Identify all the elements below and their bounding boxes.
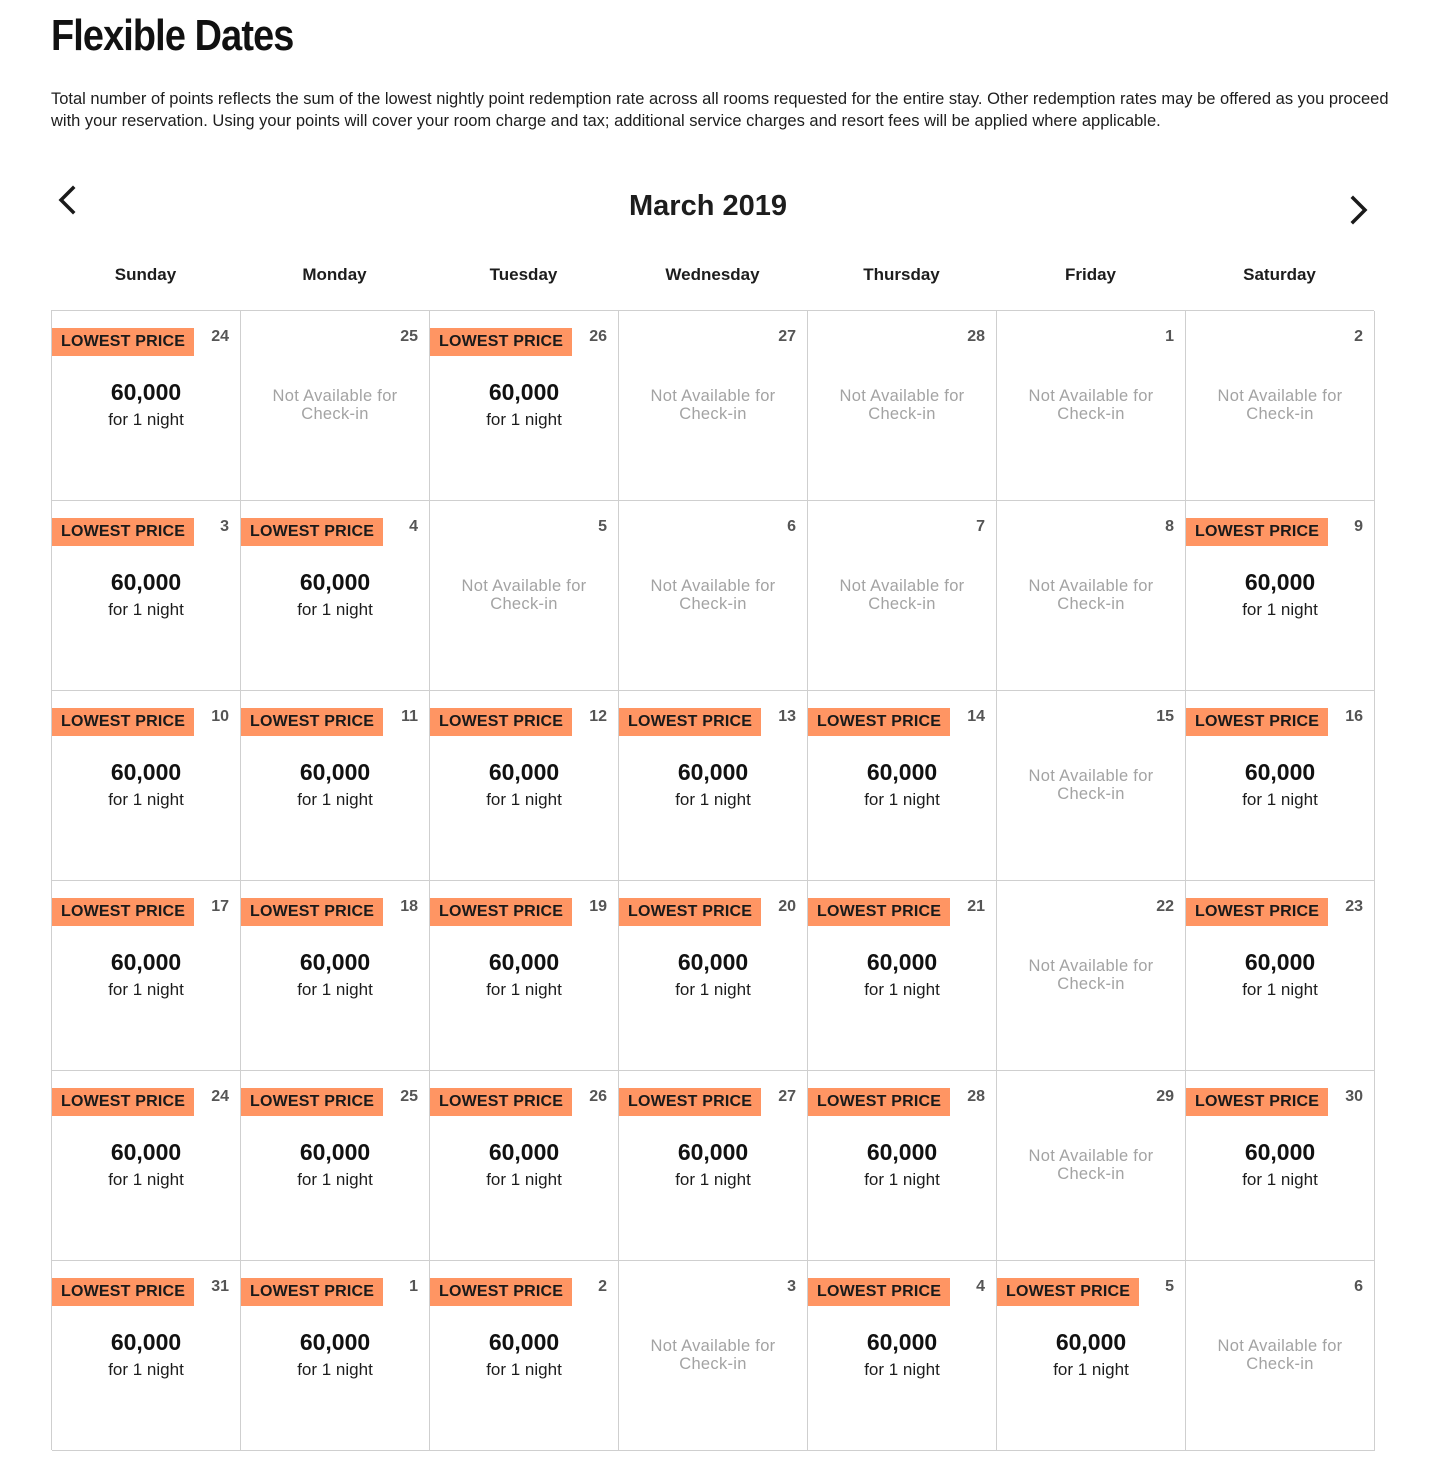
- points-price: 60,000: [1244, 1139, 1316, 1165]
- not-available-label: Not Available for Check-in: [1028, 577, 1154, 613]
- day-number: 28: [967, 328, 985, 345]
- lowest-price-badge: LOWEST PRICE: [241, 518, 383, 546]
- calendar-day-unavailable: [997, 691, 1186, 881]
- calendar-day-available[interactable]: [1186, 691, 1375, 881]
- not-available-label: Not Available for Check-in: [839, 387, 965, 423]
- calendar-day-available[interactable]: [808, 881, 997, 1071]
- calendar-day-unavailable: [1186, 1261, 1375, 1451]
- weekday-monday: Monday: [302, 265, 367, 284]
- calendar-day-available[interactable]: [430, 691, 619, 881]
- calendar-day-unavailable: [997, 501, 1186, 691]
- lowest-price-badge: LOWEST PRICE: [52, 898, 194, 926]
- points-price: 60,000: [299, 1139, 371, 1165]
- points-price: 60,000: [488, 1329, 560, 1355]
- not-available-label: Not Available for Check-in: [1028, 767, 1154, 803]
- lowest-price-badge: LOWEST PRICE: [52, 518, 194, 546]
- not-available-label: Not Available for Check-in: [839, 577, 965, 613]
- nights-label: for 1 night: [675, 1170, 751, 1189]
- calendar-day-unavailable: [808, 311, 997, 501]
- day-number: 4: [409, 518, 418, 535]
- lowest-price-badge: LOWEST PRICE: [430, 1278, 572, 1306]
- lowest-price-badge: LOWEST PRICE: [1186, 1088, 1328, 1116]
- day-number: 6: [787, 518, 796, 535]
- points-description: Total number of points reflects the sum of the lowest nightly point redemption rate across all rooms requested for the entire stay. Other redemption rates may be offered as you proceed with your reservation. Using your points will cover your room charge and tax; additional service charges and resort fees will be applied where applicable.: [51, 90, 1389, 130]
- day-number: 4: [976, 1278, 985, 1295]
- day-number: 5: [1165, 1278, 1174, 1295]
- points-price: 60,000: [488, 949, 560, 975]
- nights-label: for 1 night: [1242, 1170, 1318, 1189]
- nights-label: for 1 night: [108, 1170, 184, 1189]
- calendar-day-available[interactable]: [430, 1071, 619, 1261]
- nights-label: for 1 night: [1242, 790, 1318, 809]
- day-number: 11: [401, 708, 418, 725]
- points-price: 60,000: [110, 949, 182, 975]
- day-number: 26: [589, 1088, 607, 1105]
- nights-label: for 1 night: [1242, 600, 1318, 619]
- calendar-day-available[interactable]: [241, 1261, 430, 1451]
- calendar-day-available[interactable]: [52, 881, 241, 1071]
- points-price: 60,000: [677, 759, 749, 785]
- not-available-label: Not Available for Check-in: [461, 577, 587, 613]
- points-price: 60,000: [488, 379, 560, 405]
- calendar-day-available[interactable]: [619, 1071, 808, 1261]
- lowest-price-badge: LOWEST PRICE: [241, 1278, 383, 1306]
- nights-label: for 1 night: [864, 980, 940, 999]
- nights-label: for 1 night: [297, 600, 373, 619]
- lowest-price-badge: LOWEST PRICE: [52, 708, 194, 736]
- day-number: 27: [778, 328, 796, 345]
- nights-label: for 1 night: [297, 980, 373, 999]
- weekday-sunday: Sunday: [114, 265, 177, 284]
- calendar-day-unavailable: [241, 311, 430, 501]
- lowest-price-badge: LOWEST PRICE: [1186, 708, 1328, 736]
- day-number: 27: [778, 1088, 796, 1105]
- day-number: 9: [1354, 518, 1363, 535]
- nights-label: for 1 night: [108, 980, 184, 999]
- points-price: 60,000: [677, 949, 749, 975]
- nights-label: for 1 night: [864, 1360, 940, 1379]
- not-available-label: Not Available for Check-in: [272, 387, 398, 423]
- points-price: 60,000: [866, 759, 938, 785]
- lowest-price-badge: LOWEST PRICE: [619, 1088, 761, 1116]
- calendar-day-available[interactable]: [619, 691, 808, 881]
- calendar-day-available[interactable]: [619, 881, 808, 1071]
- day-number: 1: [409, 1278, 418, 1295]
- calendar-day-available[interactable]: [241, 1071, 430, 1261]
- points-price: 60,000: [1244, 569, 1316, 595]
- day-number: 24: [211, 328, 229, 345]
- lowest-price-badge: LOWEST PRICE: [241, 1088, 383, 1116]
- calendar-day-unavailable: [808, 501, 997, 691]
- calendar-day-unavailable: [997, 1071, 1186, 1261]
- day-number: 14: [967, 708, 985, 725]
- nights-label: for 1 night: [864, 790, 940, 809]
- not-available-label: Not Available for Check-in: [1217, 1337, 1343, 1373]
- day-number: 15: [1156, 708, 1174, 725]
- nights-label: for 1 night: [297, 1170, 373, 1189]
- points-price: 60,000: [866, 1329, 938, 1355]
- day-number: 2: [598, 1278, 607, 1295]
- day-number: 8: [1165, 518, 1174, 535]
- not-available-label: Not Available for Check-in: [1028, 387, 1154, 423]
- nights-label: for 1 night: [1242, 980, 1318, 999]
- not-available-label: Not Available for Check-in: [1028, 957, 1154, 993]
- day-number: 6: [1354, 1278, 1363, 1295]
- calendar-day-available[interactable]: [241, 691, 430, 881]
- points-price: 60,000: [488, 1139, 560, 1165]
- day-number: 12: [589, 708, 607, 725]
- lowest-price-badge: LOWEST PRICE: [241, 708, 383, 736]
- day-number: 24: [211, 1088, 229, 1105]
- day-number: 2: [1354, 328, 1363, 345]
- next-month-button[interactable]: [1338, 190, 1378, 230]
- calendar-day-available[interactable]: [1186, 1071, 1375, 1261]
- calendar-day-unavailable: [619, 1261, 808, 1451]
- nights-label: for 1 night: [486, 410, 562, 429]
- page-title: Flexible Dates: [51, 11, 294, 60]
- day-number: 22: [1156, 898, 1174, 915]
- day-number: 25: [400, 1088, 418, 1105]
- lowest-price-badge: LOWEST PRICE: [1186, 898, 1328, 926]
- month-title: March 2019: [629, 190, 787, 222]
- day-number: 1: [1165, 328, 1174, 345]
- lowest-price-badge: LOWEST PRICE: [430, 1088, 572, 1116]
- calendar-day-available[interactable]: [430, 1261, 619, 1451]
- lowest-price-badge: LOWEST PRICE: [241, 898, 383, 926]
- nights-label: for 1 night: [1053, 1360, 1129, 1379]
- day-number: 3: [220, 518, 229, 535]
- points-price: 60,000: [866, 1139, 938, 1165]
- nights-label: for 1 night: [108, 410, 184, 429]
- day-number: 13: [778, 708, 796, 725]
- day-number: 7: [976, 518, 985, 535]
- lowest-price-badge: LOWEST PRICE: [808, 1088, 950, 1116]
- nights-label: for 1 night: [486, 790, 562, 809]
- lowest-price-badge: LOWEST PRICE: [52, 1088, 194, 1116]
- calendar-day-unavailable: [619, 501, 808, 691]
- weekday-wednesday: Wednesday: [665, 265, 760, 284]
- lowest-price-badge: LOWEST PRICE: [430, 708, 572, 736]
- day-number: 21: [967, 898, 985, 915]
- lowest-price-badge: LOWEST PRICE: [1186, 518, 1328, 546]
- not-available-label: Not Available for Check-in: [1217, 387, 1343, 423]
- weekday-friday: Friday: [1064, 265, 1117, 284]
- nights-label: for 1 night: [108, 600, 184, 619]
- not-available-label: Not Available for Check-in: [650, 577, 776, 613]
- day-number: 31: [211, 1278, 229, 1295]
- calendar-day-available[interactable]: [808, 691, 997, 881]
- calendar-grid: [51, 310, 1374, 1450]
- lowest-price-badge: LOWEST PRICE: [619, 898, 761, 926]
- calendar-day-unavailable: [997, 881, 1186, 1071]
- points-price: 60,000: [110, 379, 182, 405]
- day-number: 18: [400, 898, 418, 915]
- lowest-price-badge: LOWEST PRICE: [430, 898, 572, 926]
- points-price: 60,000: [299, 1329, 371, 1355]
- points-price: 60,000: [866, 949, 938, 975]
- calendar-day-available[interactable]: [241, 881, 430, 1071]
- nights-label: for 1 night: [675, 790, 751, 809]
- calendar-day-available[interactable]: [52, 1261, 241, 1451]
- calendar-day-available[interactable]: [808, 1071, 997, 1261]
- lowest-price-badge: LOWEST PRICE: [52, 328, 194, 356]
- points-price: 60,000: [299, 759, 371, 785]
- nights-label: for 1 night: [864, 1170, 940, 1189]
- nights-label: for 1 night: [108, 790, 184, 809]
- nights-label: for 1 night: [486, 1360, 562, 1379]
- day-number: 26: [589, 328, 607, 345]
- day-number: 30: [1345, 1088, 1363, 1105]
- weekday-saturday: Saturday: [1243, 265, 1316, 284]
- day-number: 20: [778, 898, 796, 915]
- day-number: 5: [598, 518, 607, 535]
- day-number: 10: [211, 708, 229, 725]
- calendar-day-available[interactable]: [1186, 501, 1375, 691]
- calendar-day-unavailable: [997, 311, 1186, 501]
- calendar-day-unavailable: [619, 311, 808, 501]
- nights-label: for 1 night: [486, 1170, 562, 1189]
- points-price: 60,000: [1244, 759, 1316, 785]
- points-price: 60,000: [488, 759, 560, 785]
- calendar-day-available[interactable]: [997, 1261, 1186, 1451]
- day-number: 23: [1345, 898, 1363, 915]
- points-price: 60,000: [299, 949, 371, 975]
- lowest-price-badge: LOWEST PRICE: [997, 1278, 1139, 1306]
- calendar-day-available[interactable]: [52, 311, 241, 501]
- points-price: 60,000: [677, 1139, 749, 1165]
- weekday-thursday: Thursday: [863, 265, 940, 284]
- day-number: 17: [211, 898, 229, 915]
- points-price: 60,000: [1055, 1329, 1127, 1355]
- points-price: 60,000: [110, 1139, 182, 1165]
- nights-label: for 1 night: [297, 790, 373, 809]
- day-number: 25: [400, 328, 418, 345]
- lowest-price-badge: LOWEST PRICE: [619, 708, 761, 736]
- points-price: 60,000: [1244, 949, 1316, 975]
- calendar-day-available[interactable]: [1186, 881, 1375, 1071]
- day-number: 3: [787, 1278, 796, 1295]
- weekday-tuesday: Tuesday: [489, 265, 558, 284]
- calendar-day-available[interactable]: [430, 311, 619, 501]
- calendar-day-available[interactable]: [430, 881, 619, 1071]
- not-available-label: Not Available for Check-in: [650, 1337, 776, 1373]
- calendar-day-available[interactable]: [241, 501, 430, 691]
- lowest-price-badge: LOWEST PRICE: [808, 708, 950, 736]
- not-available-label: Not Available for Check-in: [650, 387, 776, 423]
- day-number: 29: [1156, 1088, 1174, 1105]
- calendar-day-available[interactable]: [52, 691, 241, 881]
- calendar-day-unavailable: [430, 501, 619, 691]
- day-number: 16: [1345, 708, 1363, 725]
- nights-label: for 1 night: [108, 1360, 184, 1379]
- nights-label: for 1 night: [297, 1360, 373, 1379]
- lowest-price-badge: LOWEST PRICE: [52, 1278, 194, 1306]
- nights-label: for 1 night: [675, 980, 751, 999]
- not-available-label: Not Available for Check-in: [1028, 1147, 1154, 1183]
- lowest-price-badge: LOWEST PRICE: [808, 1278, 950, 1306]
- points-price: 60,000: [110, 1329, 182, 1355]
- chevron-right-icon: [1338, 190, 1378, 230]
- day-number: 28: [967, 1088, 985, 1105]
- calendar-day-available[interactable]: [808, 1261, 997, 1451]
- calendar-day-unavailable: [1186, 311, 1375, 501]
- points-price: 60,000: [110, 569, 182, 595]
- weekday-header-row: [51, 262, 1374, 290]
- day-number: 19: [589, 898, 607, 915]
- lowest-price-badge: LOWEST PRICE: [430, 328, 572, 356]
- points-price: 60,000: [299, 569, 371, 595]
- nights-label: for 1 night: [486, 980, 562, 999]
- lowest-price-badge: LOWEST PRICE: [808, 898, 950, 926]
- calendar-day-available[interactable]: [52, 1071, 241, 1261]
- points-price: 60,000: [110, 759, 182, 785]
- calendar-day-available[interactable]: [52, 501, 241, 691]
